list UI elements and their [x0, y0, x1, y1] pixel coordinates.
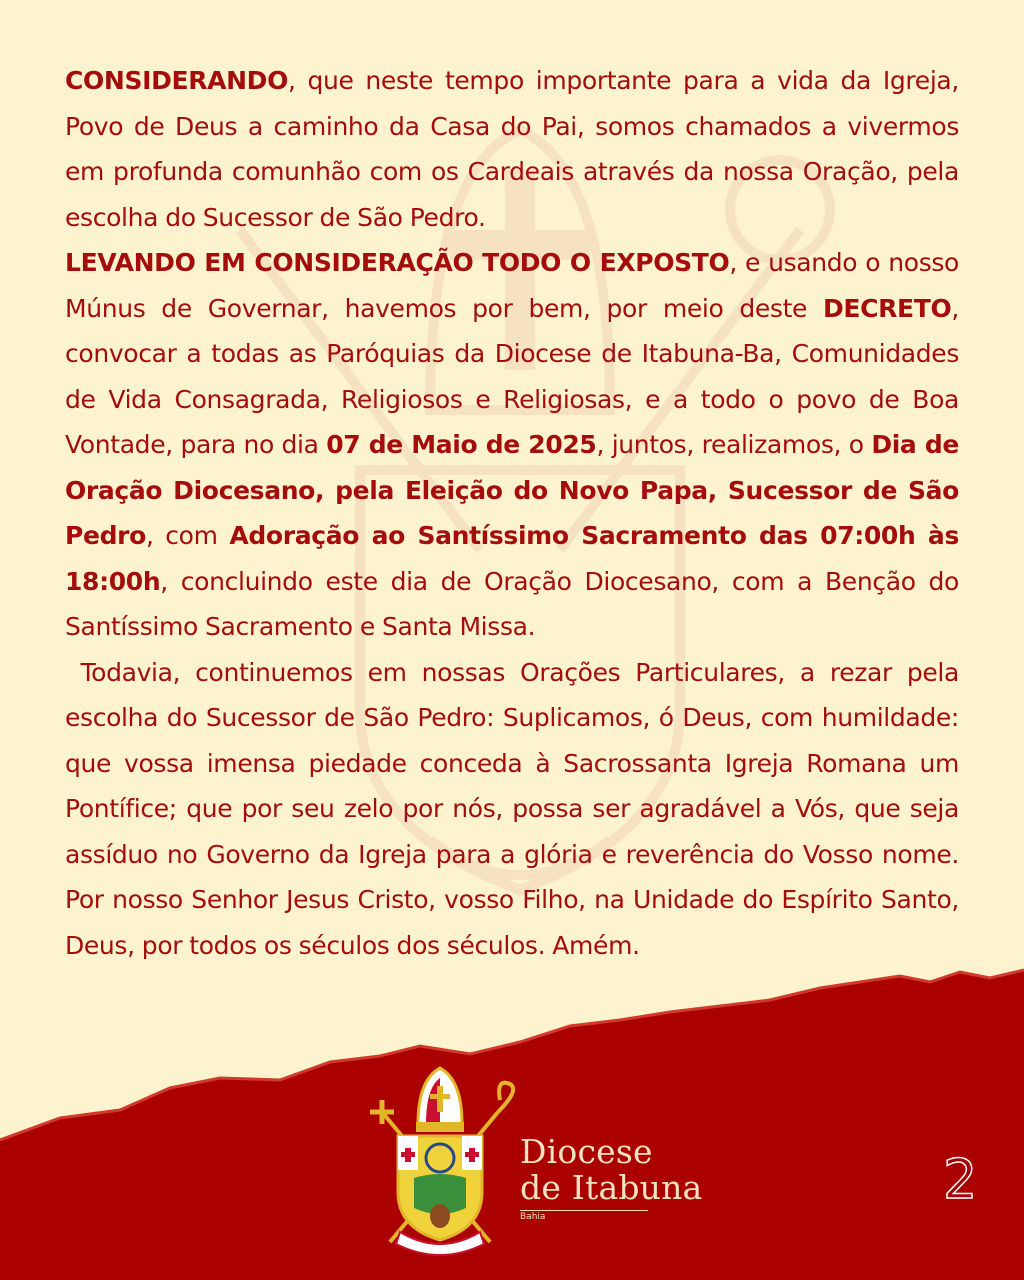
brand-name-line1: Diocese	[520, 1132, 653, 1171]
brand-name-line2: de Itabuna	[520, 1168, 703, 1207]
diocese-coat-of-arms-icon	[360, 1060, 520, 1260]
paragraph-prayer: Todavia, continuemos em nossas Orações Particulares, a rezar pela escolha do Sucessor de São Pedro: Suplicamos, ó Deus, com humildade: que vossa imensa piedade conceda à Sacrossanta Igreja Romana um Pontífice; que por seu zelo por nós, possa ser agradável a Vós, que seja assíduo no Governo da Igreja para a glória e reverência do Vosso nome. Por nosso Senhor Jesus Cristo, vosso Filho, na Unidade do Espírito Santo, Deus, por todos os séculos dos séculos. Amém.	[65, 657, 967, 960]
brand-block	[520, 1134, 702, 1223]
decree-text	[65, 58, 967, 968]
paragraph-decree: LEVANDO EM CONSIDERAÇÃO TODO O EXPOSTO, e usando o nosso Múnus de Governar, havemos por bem, por meio deste DECRETO, convocar a todas as Paróquias da Diocese de Itabuna-Ba, Comunidades de Vida Consagrada, Religiosos e Religiosas, e a todo o povo de Boa Vontade, para no dia 07 de Maio de 2025, juntos, realizamos, o Dia de Oração Diocesano, pela Eleição do Novo Papa, Sucessor de São Pedro, com Adoração ao Santíssimo Sacramento das 07:00h às 18:00h, concluindo este dia de Oração Diocesano, com a Benção do Santíssimo Sacramento e Santa Missa.	[65, 248, 959, 641]
brand-subtitle: Bahia	[520, 1212, 546, 1222]
paragraph-considerando: CONSIDERANDO, que neste tempo importante para a vida da Igreja, Povo de Deus a caminho da Casa do Pai, somos chamados a vivermos em profunda comunhão com os Cardeais através da nossa Oração, pela escolha do Sucessor de São Pedro.	[65, 66, 959, 232]
page-number: 2	[943, 1148, 978, 1211]
brand-divider	[520, 1210, 648, 1211]
heading-considerando: CONSIDERANDO	[65, 66, 288, 95]
heading-levando: LEVANDO EM CONSIDERAÇÃO TODO O EXPOSTO	[65, 248, 730, 277]
date-highlight: 07 de Maio de 2025	[326, 430, 597, 459]
